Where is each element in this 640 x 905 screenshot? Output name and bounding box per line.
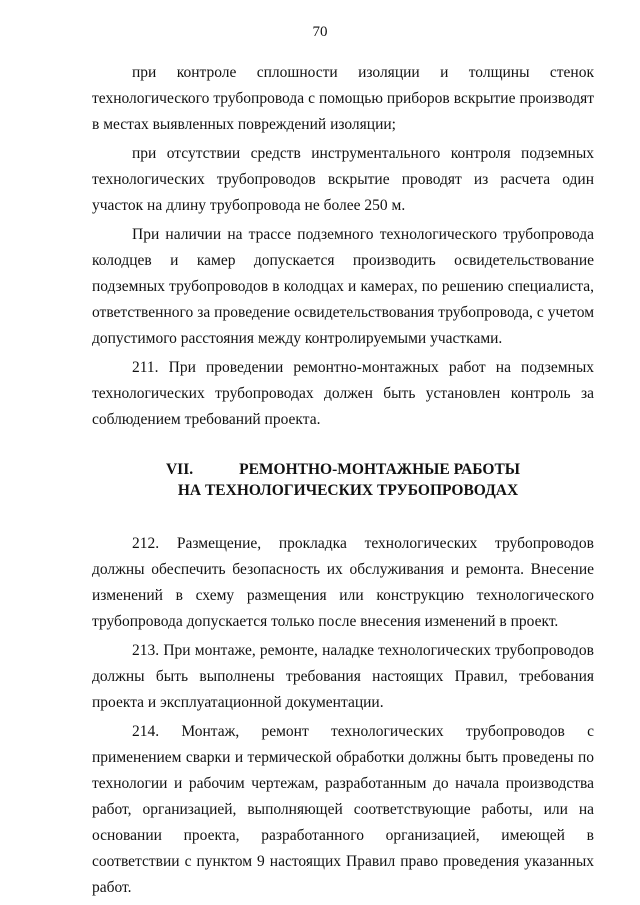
section-number: VII. xyxy=(165,461,194,478)
paragraph: при контроле сплошности изоляции и толщины стенок технологического трубопровода с помощью приборов вскрытие производят в местах выявленных повреждений изоляции; xyxy=(92,64,594,133)
section-title-line1: РЕМОНТНО-МОНТАЖНЫЕ РАБОТЫ xyxy=(239,461,521,478)
paragraph: При наличии на трассе подземного технологического трубопровода колодцев и камер допускается производить освидетельствование подземных трубопроводов в колодцах и камерах, по решению специалиста, ответственного за проведение освидетельствования трубопровода, с учетом допустимого расстояния между контролируемыми участками. xyxy=(92,226,594,347)
paragraph-214: 214. Монтаж, ремонт технологических трубопроводов с применением сварки и термической обработки должны быть проведены по технологии и рабочим чертежам, разработанным до начала производства работ, организацией, выполняющей соответствующие работы, или на основании проекта, разработанного организацией, имеющей в соответствии с пунктом 9 настоящих Правил право проведения указанных работ. xyxy=(92,723,594,896)
paragraph-213: 213. При монтаже, ремонте, наладке технологических трубопроводов должны быть выполнены требования настоящих Правил, требования проекта и эксплуатационной документации. xyxy=(92,642,594,711)
section-heading xyxy=(92,459,594,501)
section-title-line2: НА ТЕХНОЛОГИЧЕСКИХ ТРУБОПРОВОДАХ xyxy=(177,482,519,499)
page-number: 70 xyxy=(312,24,328,40)
paragraph: при отсутствии средств инструментального контроля подземных технологических трубопроводов вскрытие проводят из расчета один участок на длину трубопровода не более 250 м. xyxy=(92,145,594,214)
paragraph-212: 212. Размещение, прокладка технологических трубопроводов должны обеспечить безопасность их обслуживания и ремонта. Внесение изменений в схему размещения или конструкцию технологического трубопровода допускается только после внесения изменений в проект. xyxy=(92,535,594,630)
document-body xyxy=(92,60,594,904)
paragraph-211: 211. При проведении ремонтно-монтажных работ на подземных технологических трубопроводах должен быть установлен контроль за соблюдением требований проекта. xyxy=(92,359,594,428)
